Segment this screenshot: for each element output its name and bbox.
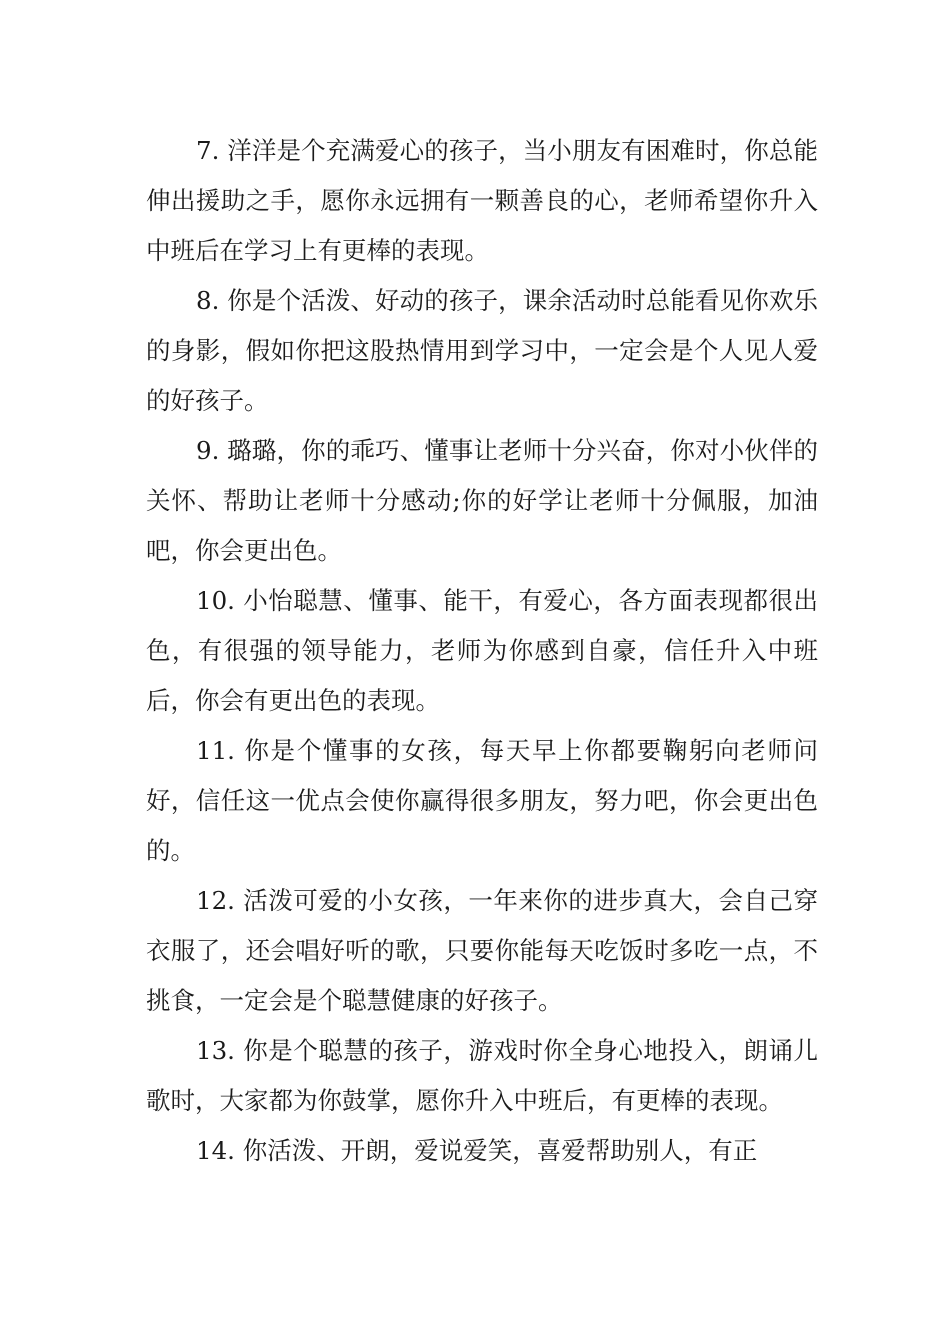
paragraph-12: 12. 活泼可爱的小女孩，一年来你的进步真大，会自己穿衣服了，还会唱好听的歌，只要你能每天吃饭时多吃一点，不挑食，一定会是个聪慧健康的好孩子。 [146, 886, 818, 1015]
paragraph-9: 9. 璐璐，你的乖巧、懂事让老师十分兴奋，你对小伙伴的关怀、帮助让老师十分感动;你的好学让老师十分佩服，加油吧，你会更出色。 [146, 436, 818, 565]
paragraph-14: 14. 你活泼、开朗，爱说爱笑，喜爱帮助别人，有正 [196, 1136, 758, 1165]
document-body [146, 126, 818, 1176]
paragraph-7: 7. 洋洋是个充满爱心的孩子，当小朋友有困难时，你总能伸出援助之手，愿你永远拥有一颗善良的心，老师希望你升入中班后在学习上有更棒的表现。 [146, 136, 818, 265]
paragraph-13: 13. 你是个聪慧的孩子，游戏时你全身心地投入，朗诵儿歌时，大家都为你鼓掌，愿你升入中班后，有更棒的表现。 [146, 1036, 818, 1115]
paragraph-8: 8. 你是个活泼、好动的孩子，课余活动时总能看见你欢乐的身影，假如你把这股热情用到学习中，一定会是个人见人爱的好孩子。 [146, 286, 818, 415]
paragraph-10: 10. 小怡聪慧、懂事、能干，有爱心，各方面表现都很出色，有很强的领导能力，老师为你感到自豪，信任升入中班后，你会有更出色的表现。 [146, 586, 818, 715]
paragraph-11: 11. 你是个懂事的女孩，每天早上你都要鞠躬向老师问好，信任这一优点会使你赢得很多朋友，努力吧，你会更出色的。 [146, 736, 818, 865]
